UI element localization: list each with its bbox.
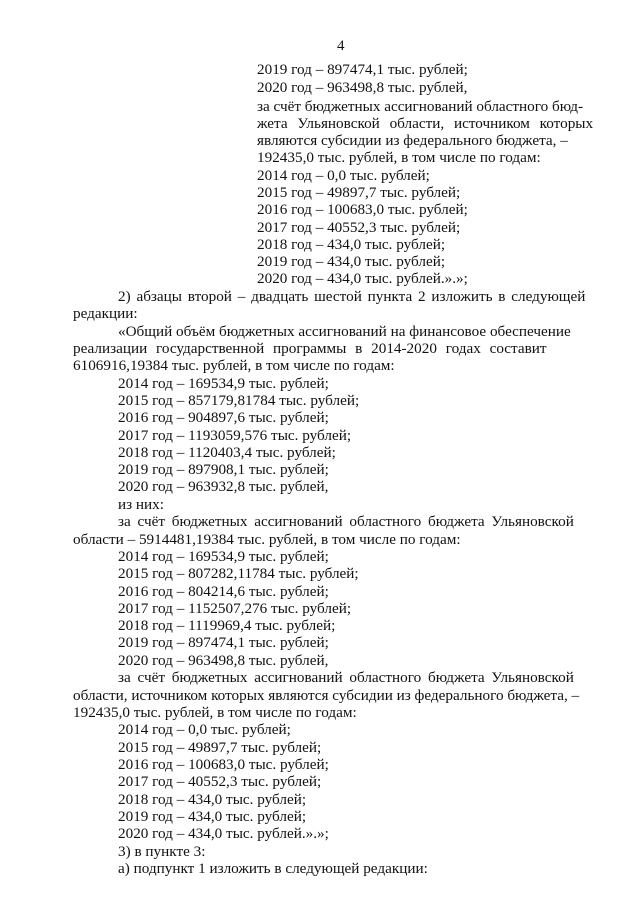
year-line: 2018 год – 1119969,4 тыс. рублей; bbox=[118, 617, 336, 634]
paragraph-line: 3) в пункте 3: bbox=[118, 843, 206, 860]
year-line: 2014 год – 0,0 тыс. рублей; bbox=[118, 721, 291, 738]
paragraph-line: из них: bbox=[118, 496, 164, 513]
year-line: 2015 год – 49897,7 тыс. рублей; bbox=[118, 739, 322, 756]
year-line: 2019 год – 434,0 тыс. рублей; bbox=[257, 253, 446, 270]
year-line: 2016 год – 100683,0 тыс. рублей; bbox=[118, 756, 329, 773]
paragraph-line: за счёт бюджетных ассигнований областного бюд- bbox=[257, 98, 584, 115]
year-line: 2020 год – 434,0 тыс. рублей.».»; bbox=[257, 270, 468, 287]
paragraph-line: а) подпункт 1 изложить в следующей редакции: bbox=[118, 860, 428, 877]
year-line: 2020 год – 963498,8 тыс. рублей, bbox=[118, 652, 329, 669]
year-line: 2015 год – 807282,11784 тыс. рублей; bbox=[118, 565, 359, 582]
year-line: 2019 год – 434,0 тыс. рублей; bbox=[118, 808, 307, 825]
year-line: 2016 год – 804214,6 тыс. рублей; bbox=[118, 583, 329, 600]
paragraph-line: 192435,0 тыс. рублей, в том числе по годам: bbox=[257, 149, 541, 166]
paragraph-line: за счёт бюджетных ассигнований областного бюджета Ульяновской bbox=[118, 669, 574, 686]
year-line: 2018 год – 1120403,4 тыс. рублей; bbox=[118, 444, 336, 461]
paragraph-line: «Общий объём бюджетных ассигнований на финансовое обеспечение bbox=[118, 323, 571, 340]
paragraph-line: 192435,0 тыс. рублей, в том числе по годам: bbox=[73, 704, 357, 721]
year-line: 2015 год – 857179,81784 тыс. рублей; bbox=[118, 392, 360, 409]
year-line: 2017 год – 1193059,576 тыс. рублей; bbox=[118, 427, 352, 444]
year-line: 2019 год – 897908,1 тыс. рублей; bbox=[118, 461, 329, 478]
year-line: 2019 год – 897474,1 тыс. рублей; bbox=[118, 634, 329, 651]
year-line: 2015 год – 49897,7 тыс. рублей; bbox=[257, 184, 461, 201]
paragraph-line: жета Ульяновской области, источником которых bbox=[257, 115, 594, 132]
page-number: 4 bbox=[337, 38, 345, 54]
year-line: 2017 год – 40552,3 тыс. рублей; bbox=[118, 773, 322, 790]
year-line: 2020 год – 963498,8 тыс. рублей, bbox=[257, 79, 468, 96]
year-line: 2016 год – 100683,0 тыс. рублей; bbox=[257, 201, 468, 218]
year-line: 2018 год – 434,0 тыс. рублей; bbox=[257, 236, 446, 253]
paragraph-line: являются субсидии из федерального бюджета, – bbox=[257, 132, 568, 149]
year-line: 2019 год – 897474,1 тыс. рублей; bbox=[257, 61, 468, 78]
year-line: 2014 год – 169534,9 тыс. рублей; bbox=[118, 375, 329, 392]
paragraph-line: области – 5914481,19384 тыс. рублей, в том числе по годам: bbox=[73, 531, 461, 548]
year-line: 2018 год – 434,0 тыс. рублей; bbox=[118, 791, 307, 808]
year-line: 2020 год – 963932,8 тыс. рублей, bbox=[118, 478, 329, 495]
paragraph-line: редакции: bbox=[73, 305, 138, 322]
paragraph-line: 6106916,19384 тыс. рублей, в том числе по годам: bbox=[73, 357, 395, 374]
paragraph-line: реализации государственной программы в 2014-2020 годах составит bbox=[73, 340, 547, 357]
year-line: 2017 год – 40552,3 тыс. рублей; bbox=[257, 219, 461, 236]
year-line: 2016 год – 904897,6 тыс. рублей; bbox=[118, 409, 329, 426]
paragraph-line: за счёт бюджетных ассигнований областного бюджета Ульяновской bbox=[118, 513, 574, 530]
year-line: 2020 год – 434,0 тыс. рублей.».»; bbox=[118, 825, 329, 842]
paragraph-line: области, источником которых являются субсидии из федерального бюджета, – bbox=[73, 687, 580, 704]
paragraph-line: 2) абзацы второй – двадцать шестой пункта 2 изложить в следующей bbox=[118, 288, 586, 305]
year-line: 2014 год – 169534,9 тыс. рублей; bbox=[118, 548, 329, 565]
year-line: 2014 год – 0,0 тыс. рублей; bbox=[257, 167, 430, 184]
year-line: 2017 год – 1152507,276 тыс. рублей; bbox=[118, 600, 352, 617]
